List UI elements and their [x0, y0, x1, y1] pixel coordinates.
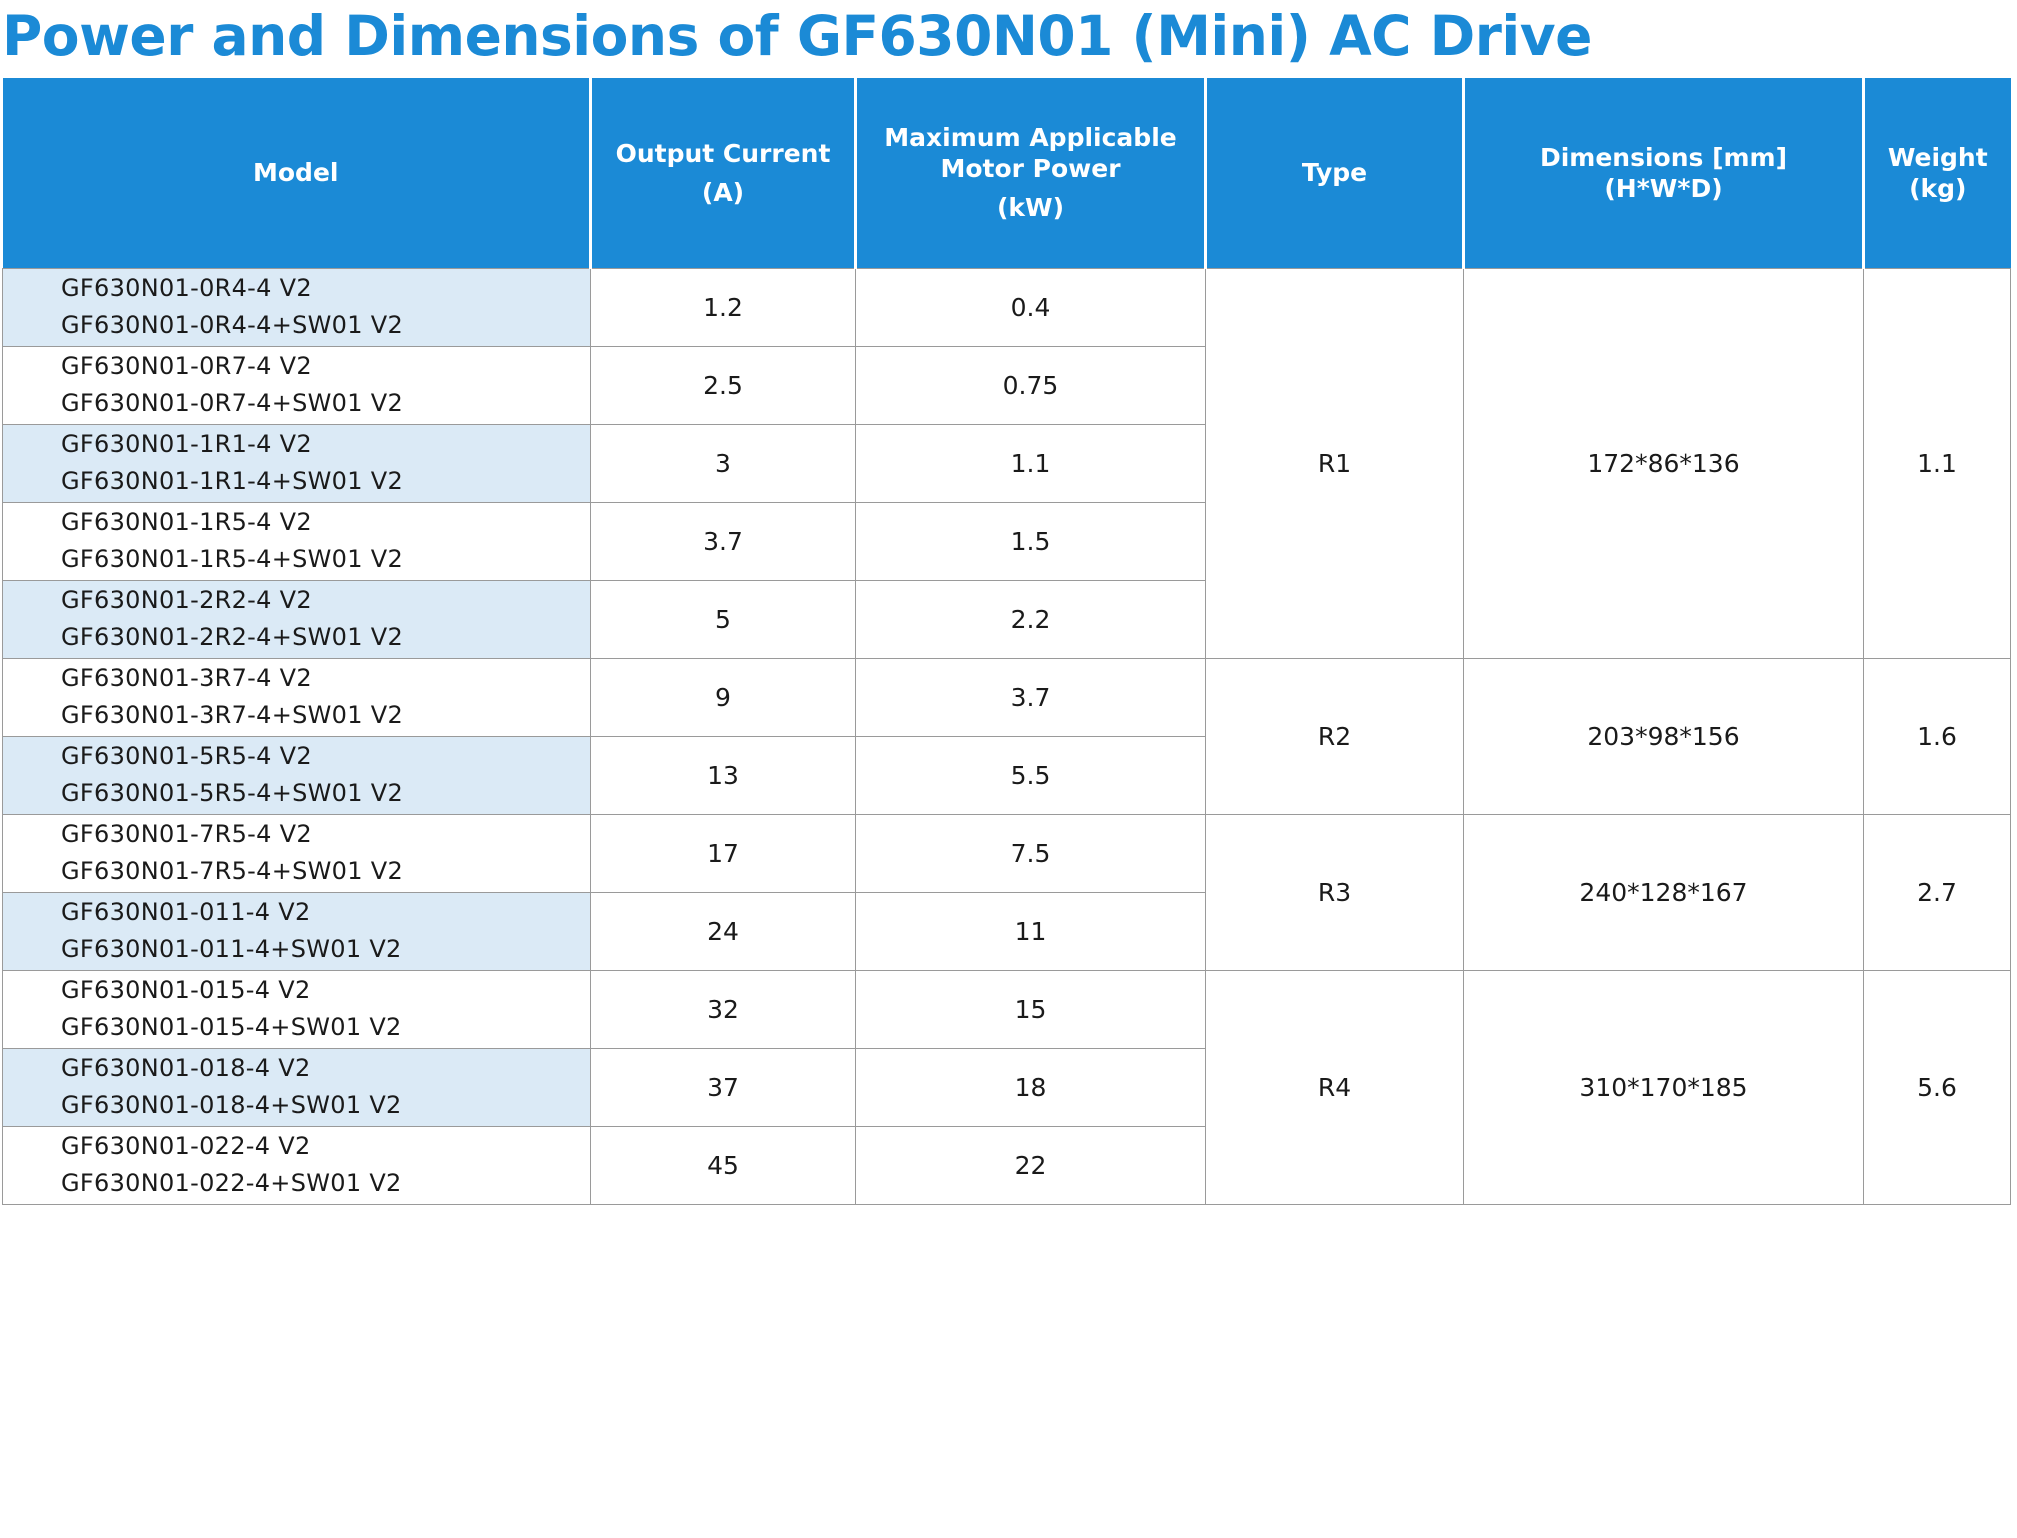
- column-header-model: [3, 78, 591, 268]
- cell-weight: 1.6: [1864, 658, 2011, 814]
- cell-model: [3, 1126, 591, 1204]
- cell-motor-power: 0.75: [856, 346, 1206, 424]
- cell-motor-power: 15: [856, 970, 1206, 1048]
- cell-model: [3, 658, 591, 736]
- cell-type: R1: [1206, 268, 1464, 658]
- cell-output-current: 17: [591, 814, 856, 892]
- model-name-primary: GF630N01-022-4 V2: [61, 1131, 311, 1160]
- specification-table: [2, 78, 2011, 1205]
- cell-output-current: 5: [591, 580, 856, 658]
- cell-output-current: 37: [591, 1048, 856, 1126]
- cell-motor-power: 0.4: [856, 268, 1206, 346]
- header-current-line2: (A): [701, 177, 745, 207]
- column-header-motor-power: [856, 78, 1206, 268]
- model-name-primary: GF630N01-2R2-4 V2: [61, 585, 312, 614]
- cell-output-current: 3: [591, 424, 856, 502]
- column-header-dimensions: [1464, 78, 1864, 268]
- table-row: [3, 658, 2011, 736]
- column-header-weight: [1864, 78, 2011, 268]
- header-type-label: Type: [1301, 158, 1368, 188]
- cell-type: R3: [1206, 814, 1464, 970]
- cell-type: R2: [1206, 658, 1464, 814]
- cell-dimensions: 203*98*156: [1464, 658, 1864, 814]
- model-name-variant: GF630N01-0R7-4+SW01 V2: [61, 389, 404, 417]
- cell-dimensions: 310*170*185: [1464, 970, 1864, 1204]
- cell-dimensions: 172*86*136: [1464, 268, 1864, 658]
- table-row: [3, 814, 2011, 892]
- cell-motor-power: 11: [856, 892, 1206, 970]
- cell-model: [3, 1048, 591, 1126]
- cell-output-current: 32: [591, 970, 856, 1048]
- cell-model: [3, 268, 591, 346]
- model-name-variant: GF630N01-0R4-4+SW01 V2: [61, 311, 404, 339]
- model-name-variant: GF630N01-1R5-4+SW01 V2: [61, 545, 404, 573]
- cell-model: [3, 502, 591, 580]
- cell-model: [3, 892, 591, 970]
- header-dimensions-line2: (H*W*D): [1604, 173, 1723, 203]
- cell-model: [3, 424, 591, 502]
- cell-motor-power: 1.5: [856, 502, 1206, 580]
- model-name-variant: GF630N01-022-4+SW01 V2: [61, 1169, 402, 1197]
- model-name-primary: GF630N01-015-4 V2: [61, 975, 311, 1004]
- cell-output-current: 13: [591, 736, 856, 814]
- model-name-variant: GF630N01-015-4+SW01 V2: [61, 1013, 402, 1041]
- cell-weight: 2.7: [1864, 814, 2011, 970]
- model-name-primary: GF630N01-018-4 V2: [61, 1053, 311, 1082]
- cell-motor-power: 7.5: [856, 814, 1206, 892]
- model-name-primary: GF630N01-0R4-4 V2: [61, 273, 312, 302]
- cell-motor-power: 22: [856, 1126, 1206, 1204]
- model-name-primary: GF630N01-5R5-4 V2: [61, 741, 312, 770]
- cell-output-current: 9: [591, 658, 856, 736]
- page-title: Power and Dimensions of GF630N01 (Mini) AC Drive: [2, 4, 1592, 68]
- cell-motor-power: 18: [856, 1048, 1206, 1126]
- cell-motor-power: 1.1: [856, 424, 1206, 502]
- model-name-primary: GF630N01-0R7-4 V2: [61, 351, 312, 380]
- cell-model: [3, 580, 591, 658]
- model-name-variant: GF630N01-011-4+SW01 V2: [61, 935, 402, 963]
- cell-weight: 1.1: [1864, 268, 2011, 658]
- table-row: [3, 268, 2011, 346]
- cell-model: [3, 736, 591, 814]
- cell-output-current: 1.2: [591, 268, 856, 346]
- model-name-primary: GF630N01-7R5-4 V2: [61, 819, 312, 848]
- cell-output-current: 24: [591, 892, 856, 970]
- cell-motor-power: 2.2: [856, 580, 1206, 658]
- header-row: [3, 78, 2011, 268]
- header-power-line2: Motor Power: [940, 154, 1121, 184]
- header-power-line3: (kW): [996, 193, 1065, 223]
- column-header-output-current: [591, 78, 856, 268]
- header-weight-line1: Weight: [1887, 142, 1988, 172]
- model-name-primary: GF630N01-3R7-4 V2: [61, 663, 312, 692]
- model-name-variant: GF630N01-5R5-4+SW01 V2: [61, 779, 404, 807]
- table-row: [3, 970, 2011, 1048]
- header-current-line1: Output Current: [615, 138, 831, 168]
- model-name-variant: GF630N01-018-4+SW01 V2: [61, 1091, 402, 1119]
- cell-output-current: 3.7: [591, 502, 856, 580]
- cell-dimensions: 240*128*167: [1464, 814, 1864, 970]
- cell-type: R4: [1206, 970, 1464, 1204]
- cell-output-current: 2.5: [591, 346, 856, 424]
- cell-motor-power: 5.5: [856, 736, 1206, 814]
- header-spacer: [598, 169, 848, 177]
- column-header-type: [1206, 78, 1464, 268]
- model-name-variant: GF630N01-2R2-4+SW01 V2: [61, 623, 404, 651]
- header-dimensions-line1: Dimensions [mm]: [1539, 142, 1788, 172]
- cell-motor-power: 3.7: [856, 658, 1206, 736]
- model-name-primary: GF630N01-1R5-4 V2: [61, 507, 312, 536]
- table-header: [3, 78, 2011, 268]
- cell-weight: 5.6: [1864, 970, 2011, 1204]
- cell-model: [3, 814, 591, 892]
- header-power-line1: Maximum Applicable: [884, 122, 1177, 152]
- header-weight-line2: (kg): [1909, 173, 1967, 203]
- cell-model: [3, 970, 591, 1048]
- cell-output-current: 45: [591, 1126, 856, 1204]
- model-name-primary: GF630N01-011-4 V2: [61, 897, 311, 926]
- cell-model: [3, 346, 591, 424]
- header-spacer: [863, 184, 1198, 192]
- model-name-primary: GF630N01-1R1-4 V2: [61, 429, 312, 458]
- header-model-label: Model: [253, 158, 339, 188]
- model-name-variant: GF630N01-1R1-4+SW01 V2: [61, 467, 404, 495]
- table-body: [3, 268, 2011, 1204]
- model-name-variant: GF630N01-7R5-4+SW01 V2: [61, 857, 404, 885]
- model-name-variant: GF630N01-3R7-4+SW01 V2: [61, 701, 404, 729]
